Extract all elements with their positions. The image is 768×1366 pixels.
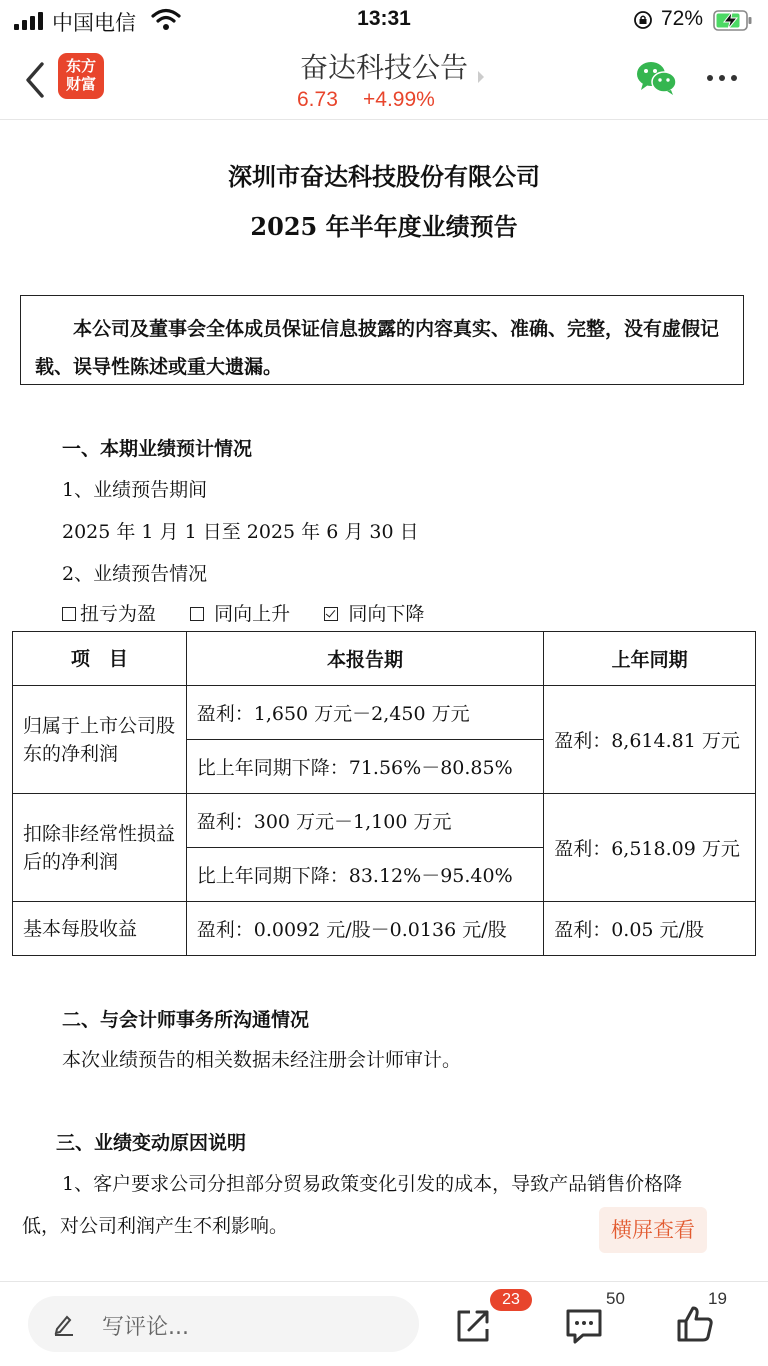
comment-input[interactable] xyxy=(28,1296,419,1352)
landscape-view-button[interactable]: 横屏查看 xyxy=(599,1207,707,1253)
app-logo[interactable]: 东方 财富 xyxy=(58,53,104,99)
page-title[interactable]: 奋达科技公告 xyxy=(299,51,468,84)
status-time: 13:31 xyxy=(357,7,411,30)
checkbox-unchecked-icon xyxy=(62,607,76,621)
company-name: 深圳市奋达科技股份有限公司 xyxy=(228,162,540,191)
more-icon[interactable] xyxy=(706,74,738,82)
battery-charging-icon xyxy=(713,10,753,31)
disclaimer-notice: 本公司及董事会全体成员保证信息披露的内容真实、准确、完整，没有虚假记载、误导性陈述或重大遗漏。 xyxy=(20,295,744,385)
header-prior: 上年同期 xyxy=(544,632,756,686)
table-header-row xyxy=(13,632,756,686)
checkbox-checked-icon xyxy=(324,607,338,621)
option-turnaround: 扭亏为盈 xyxy=(62,603,156,625)
header-current: 本报告期 xyxy=(186,632,543,686)
share-badge: 23 xyxy=(490,1289,532,1311)
row-current-change: 比上年同期下降：71.56%－80.85% xyxy=(186,740,543,794)
section2-heading: 二、与会计师事务所沟通情况 xyxy=(62,1009,310,1031)
row-prior-value: 盈利：6,518.09 万元 xyxy=(544,794,756,902)
stock-price: 6.73 xyxy=(297,88,338,111)
option-decrease: 同向下降 xyxy=(324,603,424,625)
status-bar xyxy=(0,0,768,40)
period-heading: 1、业绩预告期间 xyxy=(62,479,208,501)
rotation-lock-icon xyxy=(633,10,653,30)
table-row xyxy=(13,686,756,740)
chevron-right-icon[interactable] xyxy=(476,70,486,84)
row-item: 基本每股收益 xyxy=(13,902,187,956)
row-item: 归属于上市公司股东的净利润 xyxy=(13,686,187,794)
comment-icon[interactable] xyxy=(565,1308,603,1344)
nav-bar xyxy=(0,40,768,120)
section3-body-line2: 低，对公司利润产生不利影响。 xyxy=(22,1215,289,1237)
like-count: 19 xyxy=(708,1289,727,1308)
row-current-change: 比上年同期下降：83.12%－95.40% xyxy=(186,848,543,902)
battery-percent: 72% xyxy=(661,7,704,30)
section3-heading: 三、业绩变动原因说明 xyxy=(56,1132,247,1154)
section3-body-line1: 1、客户要求公司分担部分贸易政策变化引发的成本，导致产品销售价格降 xyxy=(62,1173,683,1195)
forecast-type-options xyxy=(62,599,424,626)
row-current-value: 盈利：300 万元－1,100 万元 xyxy=(186,794,543,848)
header-item: 项 目 xyxy=(13,632,187,686)
forecast-period: 2025 年 1 月 1 日至 2025 年 6 月 30 日 xyxy=(62,521,419,543)
option-increase: 同向上升 xyxy=(190,603,290,625)
pen-icon xyxy=(52,1312,76,1336)
forecast-heading: 2、业绩预告情况 xyxy=(62,563,208,585)
forecast-table xyxy=(12,631,756,956)
comment-count: 50 xyxy=(606,1289,625,1308)
row-item: 扣除非经常性损益后的净利润 xyxy=(13,794,187,902)
stock-change: +4.99% xyxy=(363,88,435,111)
table-row xyxy=(13,794,756,848)
wechat-icon[interactable] xyxy=(636,60,678,96)
row-current-value: 盈利：0.0092 元/股－0.0136 元/股 xyxy=(186,902,543,956)
row-current-value: 盈利：1,650 万元－2,450 万元 xyxy=(186,686,543,740)
thumbs-up-icon[interactable] xyxy=(675,1304,715,1344)
section1-heading: 一、本期业绩预计情况 xyxy=(62,438,253,460)
row-prior-value: 盈利：0.05 元/股 xyxy=(544,902,756,956)
share-icon[interactable] xyxy=(455,1308,491,1344)
row-prior-value: 盈利：8,614.81 万元 xyxy=(544,686,756,794)
checkbox-unchecked-icon xyxy=(190,607,204,621)
table-row xyxy=(13,902,756,956)
bottom-bar xyxy=(0,1281,768,1366)
comment-placeholder: 写评论... xyxy=(102,1315,189,1340)
carrier-name: 中国电信 xyxy=(52,12,136,35)
section2-body: 本次业绩预告的相关数据未经注册会计师审计。 xyxy=(62,1049,462,1071)
report-title: 2025 年半年度业绩预告 xyxy=(250,212,518,241)
